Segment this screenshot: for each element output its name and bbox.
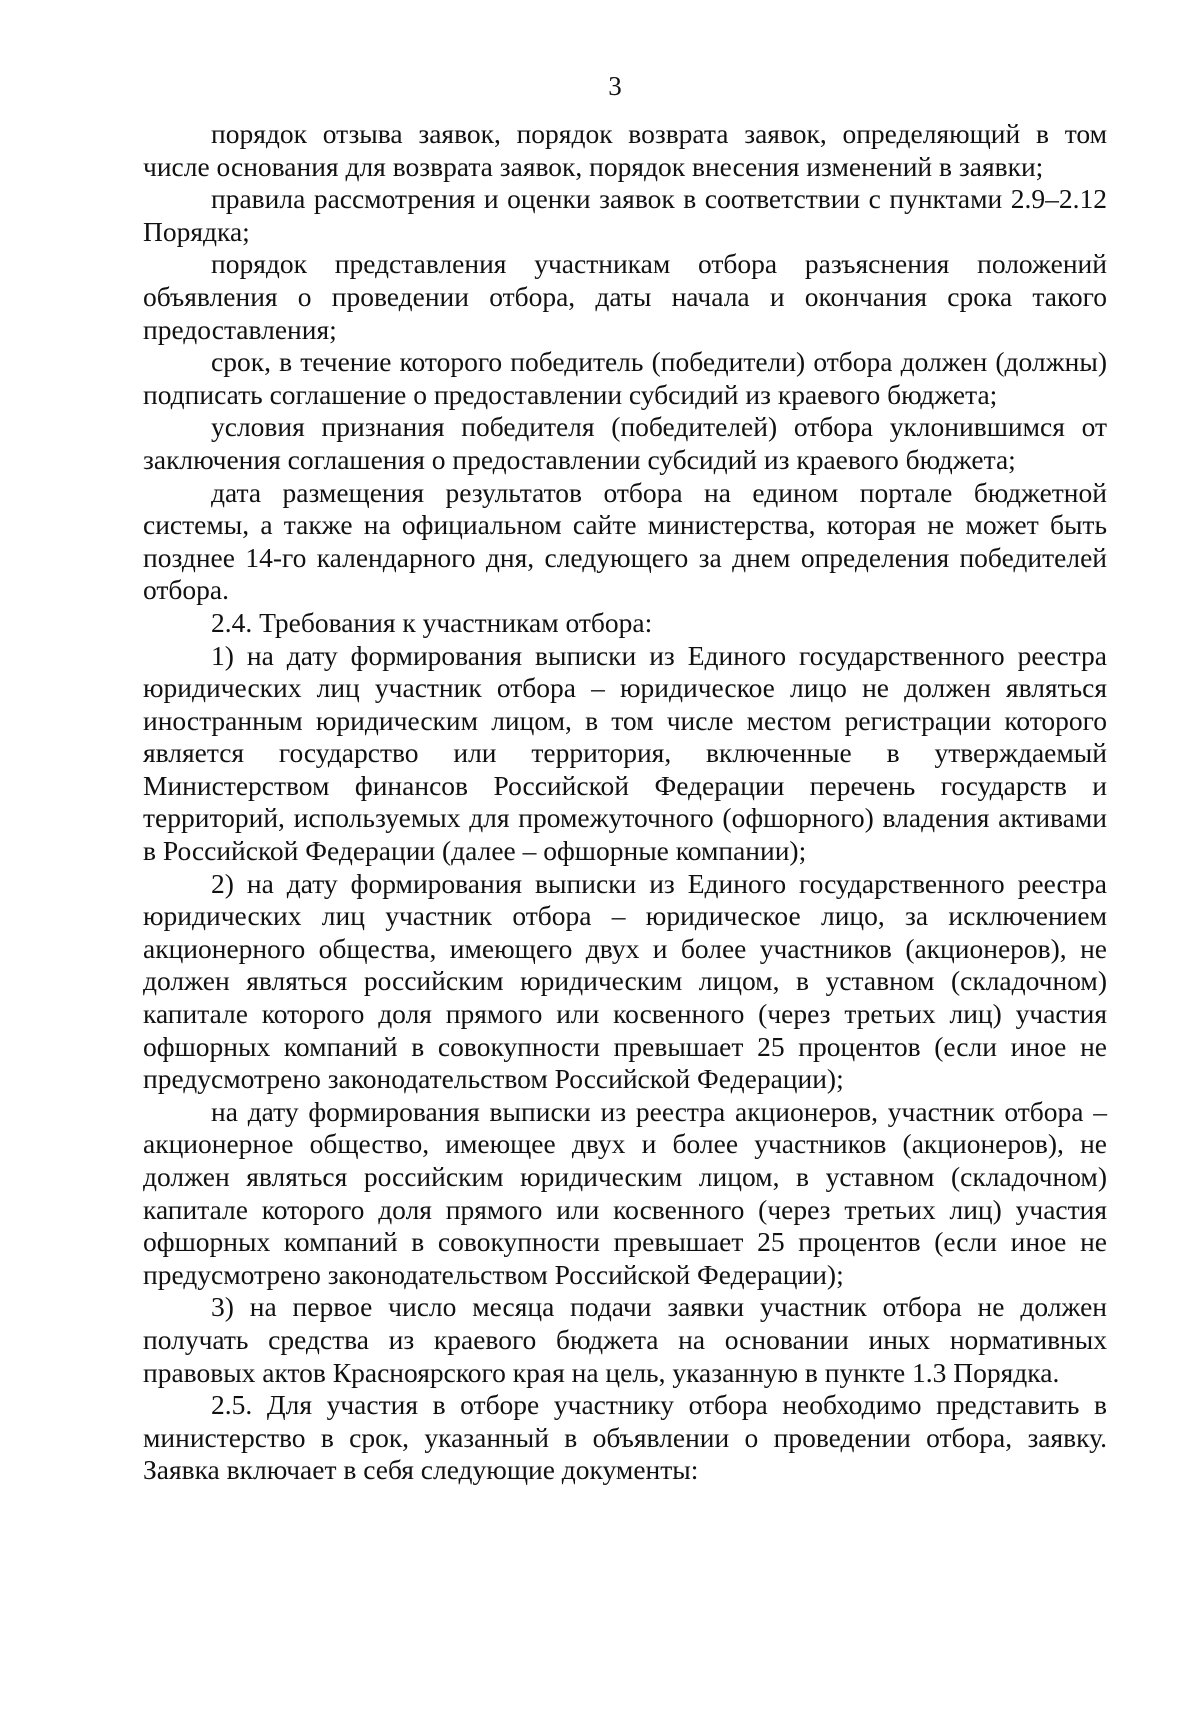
- paragraph-clarification-procedure: порядок представления участникам отбора разъяснения положений объявления о проведении отбора, даты начала и окончания срока такого предоставления;: [143, 248, 1107, 345]
- paragraph-withdrawal-procedure: порядок отзыва заявок, порядок возврата заявок, определяющий в том числе основания для возврата заявок, порядок внесения изменений в заявки;: [143, 118, 1107, 182]
- document-body: [143, 118, 1107, 1487]
- paragraph-evasion-conditions: условия признания победителя (победителей) отбора уклонившимся от заключения соглашения о предоставлении субсидий из краевого бюджета;: [143, 411, 1107, 475]
- requirement-item-1: 1) на дату формирования выписки из Единого государственного реестра юридических лиц участник отбора – юридическое лицо не должен являться иностранным юридическим лицом, в том числе местом регистрации которого является государство или территория, включенные в утверждаемый Министерством финансов Российской Федерации перечень государств и территорий, используемых для промежуточного (офшорного) владения активами в Российской Федерации (далее – офшорные компании);: [143, 639, 1107, 867]
- paragraph-signing-deadline: срок, в течение которого победитель (победители) отбора должен (должны) подписать соглашение о предоставлении субсидий из краевого бюджета;: [143, 346, 1107, 410]
- section-heading-2-4: 2.4. Требования к участникам отбора:: [211, 606, 653, 638]
- requirement-item-2-shareholders: на дату формирования выписки из реестра акционеров, участник отбора – акционерное общество, имеющее двух и более участников (акционеров), не должен являться российским юридическим лицом, в уставном (складочном) капитале которого доля прямого или косвенного (через третьих лиц) участия офшорных компаний в совокупности превышает 25 процентов (если иное не предусмотрено законодательством Российской Федерации);: [143, 1095, 1107, 1290]
- page-number: 3: [608, 71, 622, 101]
- requirement-item-3: 3) на первое число месяца подачи заявки участник отбора не должен получать средства из краевого бюджета на основании иных нормативных правовых актов Красноярского края на цель, указанную в пункте 1.3 Порядка.: [143, 1291, 1107, 1388]
- section-paragraph-2-5: 2.5. Для участия в отборе участнику отбора необходимо представить в министерство в срок, указанный в объявлении о проведении отбора, заявку. Заявка включает в себя следующие документы:: [143, 1389, 1107, 1486]
- requirement-item-2: 2) на дату формирования выписки из Единого государственного реестра юридических лиц участник отбора – юридическое лицо, за исключением акционерного общества, имеющего двух и более участников (акционеров), не должен являться российским юридическим лицом, в уставном (складочном) капитале которого доля прямого или косвенного (через третьих лиц) участия офшорных компаний в совокупности превышает 25 процентов (если иное не предусмотрено законодательством Российской Федерации);: [143, 867, 1107, 1095]
- paragraph-results-publication: дата размещения результатов отбора на едином портале бюджетной системы, а также на официальном сайте министерства, которая не может быть позднее 14-го календарного дня, следующего за днем определения победителей отбора.: [143, 476, 1107, 606]
- paragraph-review-rules: правила рассмотрения и оценки заявок в соответствии с пунктами 2.9–2.12 Порядка;: [143, 183, 1107, 247]
